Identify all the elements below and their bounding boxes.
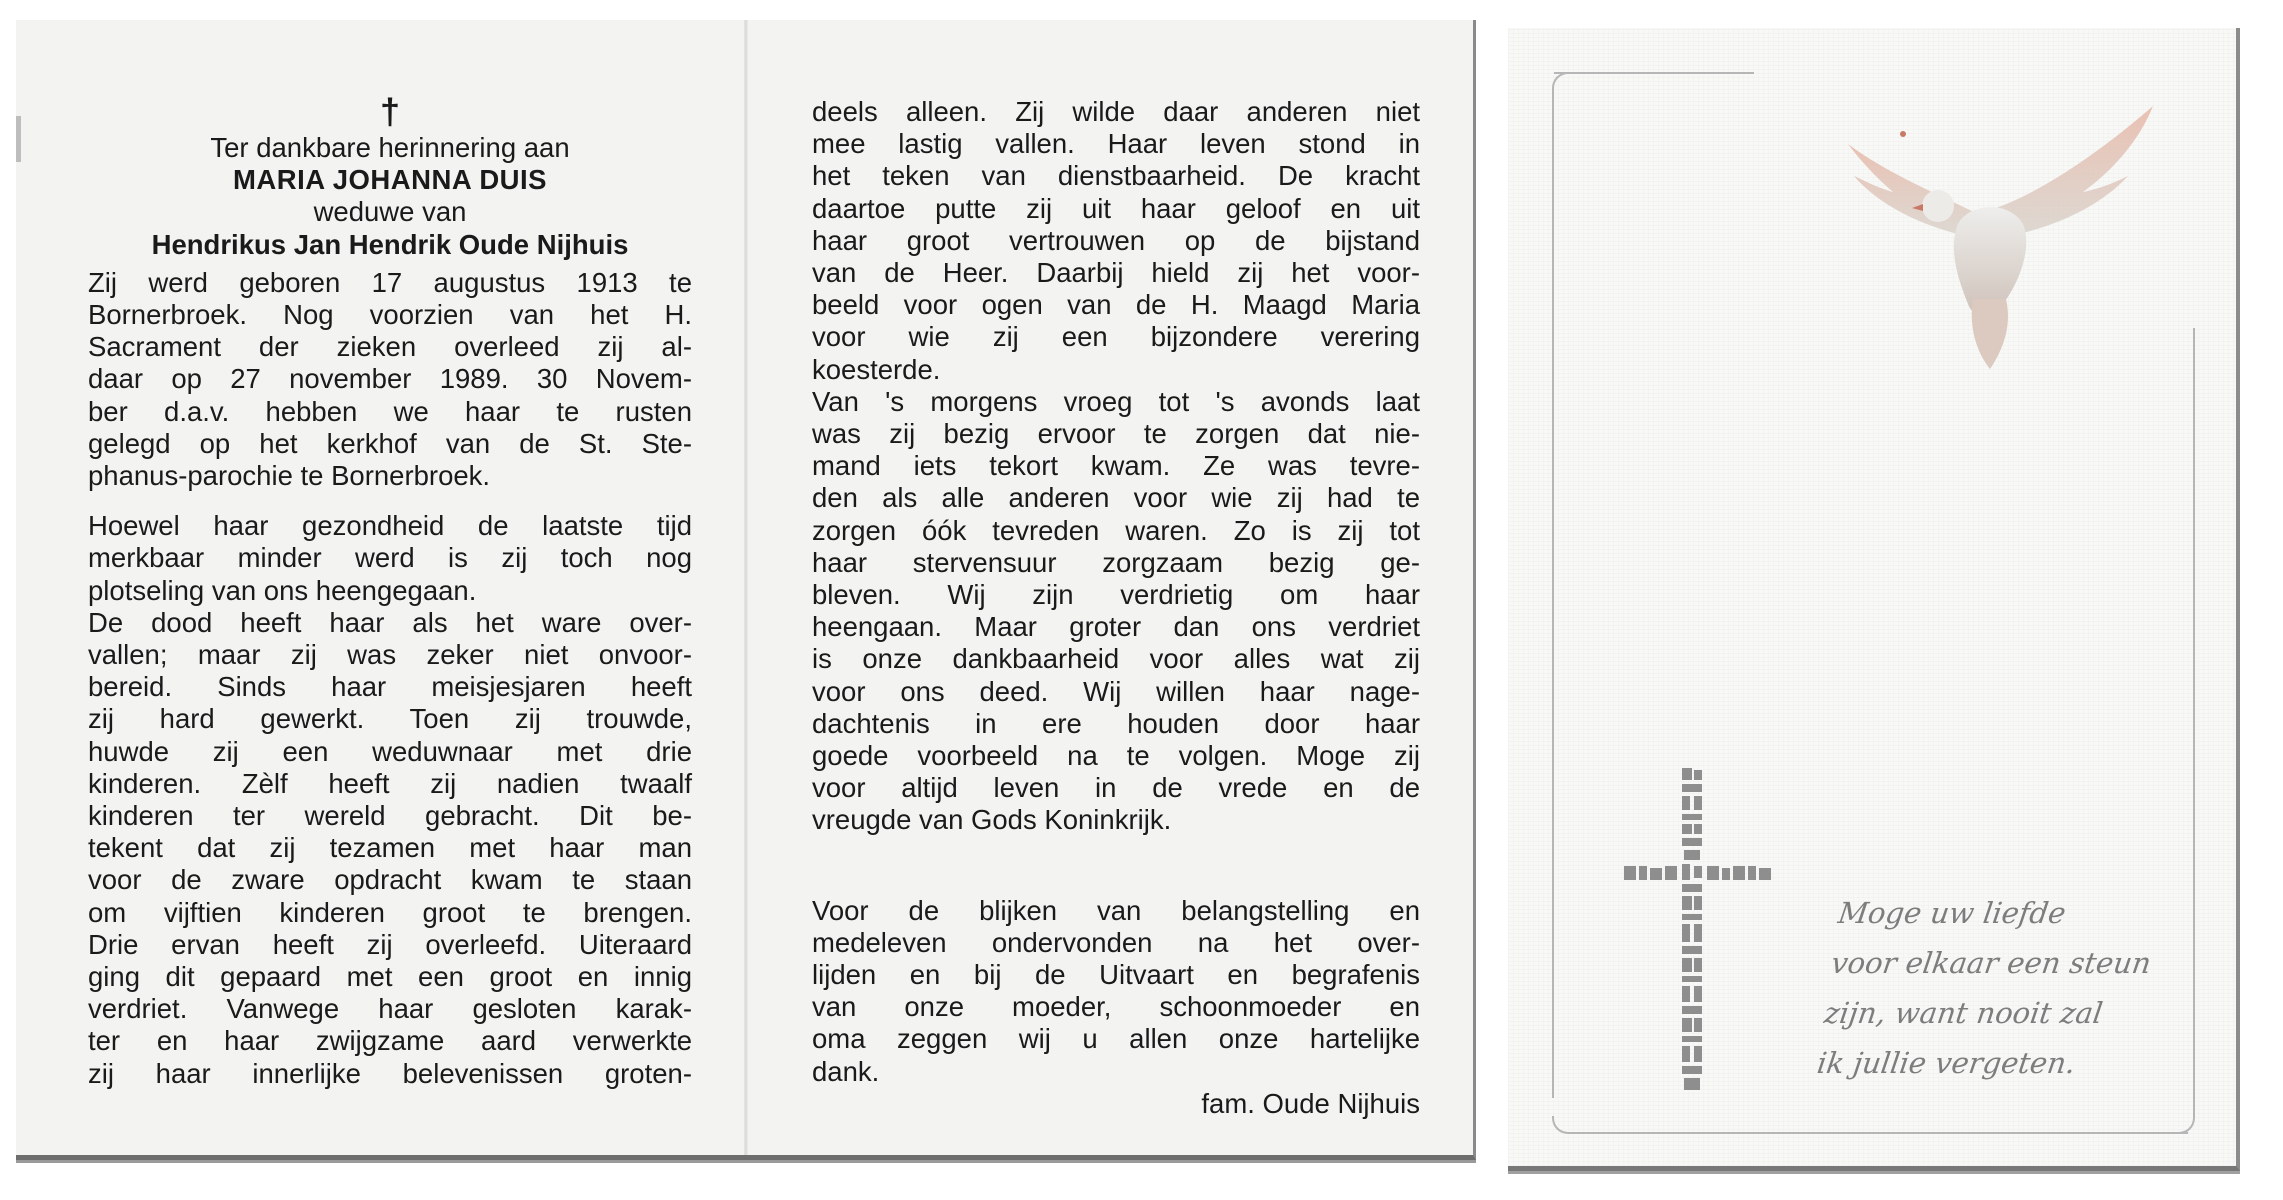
- text-line: oma zeggen wij u allen onze hartelijke: [812, 1023, 1420, 1055]
- deceased-name: MARIA JOHANNA DUIS: [232, 164, 548, 196]
- text-line: bleven. Wij zijn verdrietig om haar: [812, 579, 1420, 611]
- text-line: Drie ervan heeft zij overleefd. Uiteraard: [88, 928, 692, 960]
- dove-icon: [1808, 84, 2168, 384]
- text-line: om vijftien kinderen groot te brengen.: [88, 896, 692, 928]
- paragraph-care: [812, 386, 1420, 837]
- text-line: heengaan. Maar groter dan ons verdriet: [812, 611, 1420, 643]
- text-line: haar stervensuur zorgzaam bezig ge-: [812, 546, 1420, 578]
- text-line: daartoe putte zij uit haar geloof en uit: [812, 192, 1420, 224]
- verse-line: Moge uw liefde: [1836, 896, 2068, 930]
- text-line: tekent dat zij tezamen met haar man: [88, 832, 692, 864]
- text-line: deels alleen. Zij wilde daar anderen niet: [812, 96, 1420, 127]
- text-line: kinderen. Zèlf heeft zij nadien twaalf: [88, 767, 692, 799]
- text-line: Voor de blijken van belangstelling en: [812, 894, 1420, 926]
- text-line: zij haar innerlijke belevenissen groten-: [88, 1057, 692, 1089]
- paragraph-health: [88, 510, 692, 607]
- text-line: haar groot vertrouwen op de bijstand: [812, 224, 1420, 256]
- text-line: dank.: [812, 1055, 880, 1087]
- text-line: ter en haar zwijgzame aard verwerkte: [88, 1025, 692, 1057]
- text-line: De dood heeft haar als het ware over-: [88, 606, 692, 638]
- front-card: [1508, 28, 2240, 1171]
- paragraph-life: [88, 607, 692, 1090]
- text-line: gelegd op het kerkhof van de St. Ste-: [88, 427, 692, 459]
- text-line: Zij werd geboren 17 augustus 1913 te: [88, 266, 692, 298]
- obituary-intro: [88, 92, 692, 1090]
- verse-text: [1814, 888, 2172, 1088]
- text-line: phanus-parochie te Bornerbroek.: [88, 460, 491, 492]
- text-line: voor ons deed. Wij willen haar nage-: [812, 675, 1420, 707]
- text-line: ging dit gepaard met een groot en innig: [88, 961, 692, 993]
- text-line: is onze dankbaarheid voor alles wat zij: [812, 643, 1420, 675]
- inner-card: [16, 20, 1476, 1160]
- text-line: Bornerbroek. Nog voorzien van het H.: [88, 299, 692, 331]
- frame-line: [1554, 72, 1754, 74]
- text-line: vreugde van Gods Koninkrijk.: [812, 804, 1172, 836]
- text-line: voor de zware opdracht kwam te staan: [88, 864, 692, 896]
- text-line: Hoewel haar gezondheid de laatste tijd: [88, 510, 692, 542]
- heading-line: Ter dankbare herinnering aan: [210, 132, 570, 163]
- inner-left-page: [16, 20, 746, 1155]
- mosaic-cross-icon: [1624, 768, 1774, 1098]
- verse-line: ik jullie vergeten.: [1815, 1046, 2078, 1080]
- text-line: het teken van dienstbaarheid. De kracht: [812, 160, 1420, 192]
- frame-line: [1568, 1132, 2188, 1134]
- text-line: voor altijd leven in de vrede en de: [812, 772, 1420, 804]
- verse-line: voor elkaar een steun: [1829, 946, 2154, 980]
- text-line: daar op 27 november 1989. 30 Novem-: [88, 363, 692, 395]
- text-line: ber d.a.v. hebben we haar te rusten: [88, 395, 692, 427]
- text-line: mand iets tekort kwam. Ze was tevre-: [812, 450, 1420, 482]
- text-line: lijden en bij de Uitvaart en begrafenis: [812, 959, 1420, 991]
- text-line: van onze moeder, schoonmoeder en: [812, 991, 1420, 1023]
- text-line: mee lastig vallen. Haar leven stond in: [812, 128, 1420, 160]
- verse-line: zijn, want nooit zal: [1822, 996, 2105, 1030]
- text-line: van de Heer. Daarbij hield zij het voor-: [812, 257, 1420, 289]
- text-line: vallen; maar zij was zeker niet onvoor-: [88, 639, 692, 671]
- text-line: huwde zij een weduwnaar met drie: [88, 735, 692, 767]
- obituary-continued: [812, 96, 1420, 1120]
- heading-line: weduwe van: [313, 196, 467, 228]
- frame-line: [1552, 88, 1554, 1098]
- cross-symbol: †: [379, 91, 401, 132]
- text-line: voor wie zij een bijzondere verering: [812, 321, 1420, 353]
- text-line: goede voorbeeld na te volgen. Moge zij: [812, 740, 1420, 772]
- text-line: kinderen ter wereld gebracht. Dit be-: [88, 800, 692, 832]
- family-signature: fam. Oude Nijhuis: [1201, 1087, 1420, 1119]
- paragraph-birth-death: [88, 267, 692, 492]
- text-line: merkbaar minder werd is zij toch nog: [88, 542, 692, 574]
- paragraph-thanks: [812, 895, 1420, 1088]
- text-line: dachtenis in ere houden door haar: [812, 707, 1420, 739]
- text-line: plotseling van ons heengegaan.: [88, 574, 477, 606]
- inner-right-page: [746, 20, 1476, 1155]
- frame-corner: [1552, 72, 1570, 90]
- text-line: den als alle anderen voor wie zij had te: [812, 482, 1420, 514]
- text-line: Sacrament der zieken overleed zij al-: [88, 331, 692, 363]
- text-line: zij hard gewerkt. Toen zij trouwde,: [88, 703, 692, 735]
- paragraph-faith: [812, 96, 1420, 386]
- text-line: beeld voor ogen van de H. Maagd Maria: [812, 289, 1420, 321]
- text-line: Van 's morgens vroeg tot 's avonds laat: [812, 385, 1420, 417]
- text-line: zorgen óók tevreden waren. Zo is zij tot: [812, 514, 1420, 546]
- text-line: bereid. Sinds haar meisjesjaren heeft: [88, 671, 692, 703]
- text-line: was zij bezig ervoor te zorgen dat nie-: [812, 418, 1420, 450]
- text-line: koesterde.: [812, 353, 941, 385]
- text-line: medeleven ondervonden na het over-: [812, 926, 1420, 958]
- text-line: verdriet. Vanwege haar gesloten karak-: [88, 993, 692, 1025]
- spouse-name: Hendrikus Jan Hendrik Oude Nijhuis: [151, 228, 629, 260]
- frame-corner: [2177, 1116, 2195, 1134]
- frame-line: [2193, 328, 2195, 1118]
